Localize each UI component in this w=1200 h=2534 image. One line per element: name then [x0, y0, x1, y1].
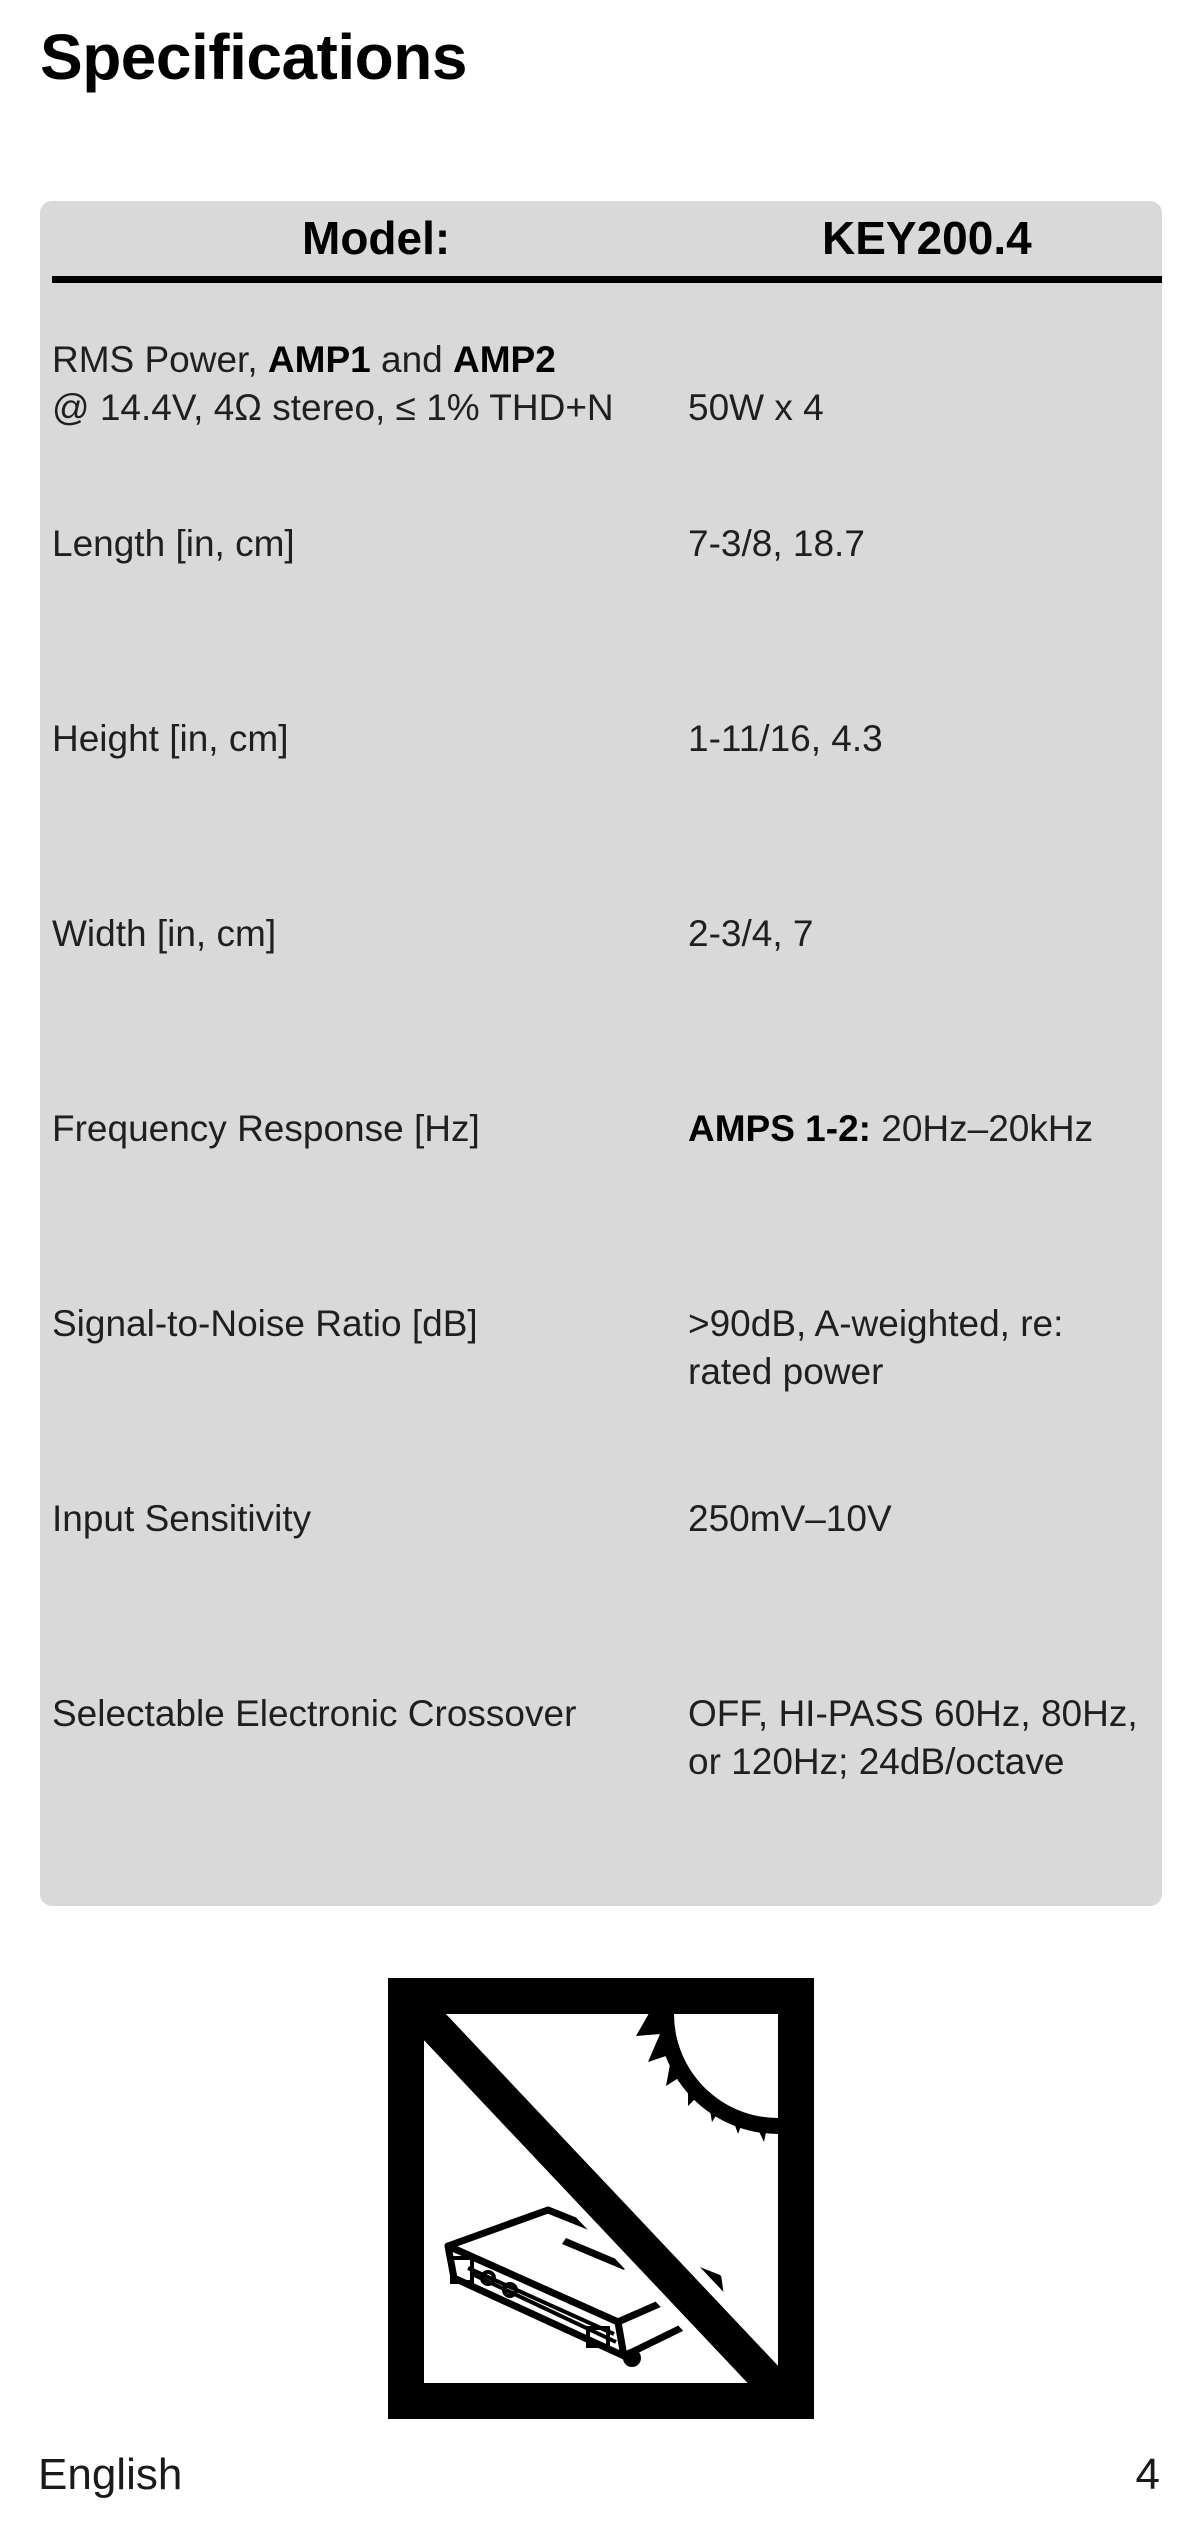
spec-label	[52, 336, 672, 432]
spec-label: Length [in, cm]	[52, 523, 295, 564]
spec-value	[688, 1690, 1158, 1786]
frequency-value-rest: 20Hz–20kHz	[870, 1108, 1094, 1149]
rms-label-prefix: RMS Power,	[52, 339, 268, 380]
spec-label: Height [in, cm]	[52, 718, 289, 759]
rms-label-amp1: AMP1	[267, 339, 371, 380]
rms-label-and: and	[370, 339, 454, 380]
snr-value-line1: >90dB, A-weighted, re:	[688, 1303, 1064, 1344]
spec-label: Frequency Response [Hz]	[52, 1108, 480, 1149]
spec-label: Input Sensitivity	[52, 1498, 312, 1539]
footer-language: English	[38, 2450, 183, 2499]
rms-label-amp2: AMP2	[453, 339, 556, 380]
spec-value: 50W x 4	[688, 387, 824, 428]
spec-value	[688, 1300, 1158, 1396]
spec-value	[688, 1105, 1158, 1153]
crossover-value-line2: or 120Hz; 24dB/octave	[688, 1741, 1065, 1782]
page-number: 4	[1135, 2450, 1160, 2499]
crossover-value-line1: OFF, HI-PASS 60Hz, 80Hz,	[688, 1693, 1138, 1734]
model-header-label: Model:	[302, 212, 451, 264]
spec-label: Selectable Electronic Crossover	[52, 1693, 577, 1734]
specifications-table	[40, 201, 1162, 1906]
spec-label: Width [in, cm]	[52, 913, 277, 954]
snr-value-line2: rated power	[688, 1351, 884, 1392]
no-sunlight-icon	[388, 1978, 814, 2419]
model-header-value: KEY200.4	[822, 212, 1032, 264]
spec-label: Signal-to-Noise Ratio [dB]	[52, 1303, 478, 1344]
page-title: Specifications	[40, 21, 467, 93]
frequency-value-bold: AMPS 1-2:	[688, 1108, 871, 1149]
table-header	[52, 201, 1162, 283]
spec-value: 2-3/4, 7	[688, 913, 814, 954]
spec-value: 7-3/8, 18.7	[688, 523, 865, 564]
spec-value: 1-11/16, 4.3	[688, 718, 883, 759]
spec-value: 250mV–10V	[688, 1498, 892, 1539]
rms-label-conditions: @ 14.4V, 4Ω stereo, ≤ 1% THD+N	[52, 387, 614, 428]
